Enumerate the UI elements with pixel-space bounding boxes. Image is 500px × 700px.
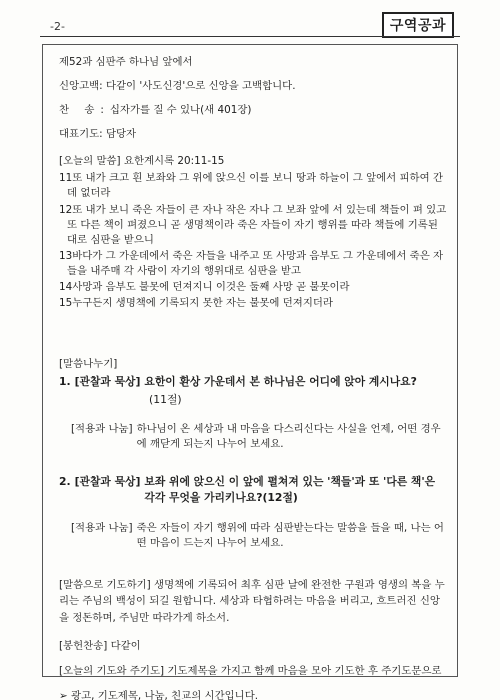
question-2-text: 보좌 위에 앉으신 이 앞에 펼쳐져 있는 '책들'과 또 '다른 책'은 각각 무엇을 가리키나요?(12절) (144, 475, 436, 505)
hymn-text: 십자가를 질 수 있나(새 401장) (109, 104, 252, 117)
page-number: -2- (50, 20, 65, 33)
footer-note (59, 689, 447, 700)
confession-row (59, 79, 447, 94)
header-rule (40, 36, 460, 37)
verse-item: 12또 내가 보니 죽은 자들이 큰 자나 작은 자나 그 보좌 앞에 서 있는데 책들이 펴 있고 또 다른 책이 펴졌으니 곧 생명책이라 죽은 자들이 자기 행위를 따라 책들에 기록된 대로 심판을 받으니 (59, 203, 447, 246)
scripture-label: [오늘의 말씀] (59, 155, 121, 168)
today-prayer-label: [오늘의 기도와 주기도] (59, 664, 165, 677)
section-badge: 구역공과 (382, 12, 454, 38)
offering-text: 다같이 (110, 639, 141, 652)
question-2 (59, 474, 447, 506)
question-1-text: 요한이 환상 가운데서 본 하나님은 어디에 앉아 계시나요? (144, 375, 417, 389)
closing-prayer-label: [말씀으로 기도하기] (59, 578, 151, 591)
scripture-reference: 요한계시록 20:11-15 (123, 155, 225, 168)
question-1-tag: [관찰과 묵상] (74, 375, 141, 389)
closing-prayer (59, 577, 447, 627)
confession-text: 다같이 '사도신경'으로 신앙을 고백합니다. (105, 80, 296, 93)
offering-hymn (59, 639, 447, 654)
question-1 (59, 374, 447, 390)
footer-text: 광고, 기도제목, 나눔, 친교의 시간입니다. (71, 689, 259, 700)
verse-item: 13바다가 그 가운데에서 죽은 자들을 내주고 또 사망과 음부도 그 가운데에서 죽은 자들을 내주매 각 사람이 자기의 행위대로 심판을 받고 (59, 249, 444, 277)
scripture-heading (59, 154, 447, 169)
closing-prayer-text: 생명책에 기록되어 최후 심판 날에 완전한 구원과 영생의 복을 누리는 주님의 백성이 되길 원합니다. 세상과 타협하려는 마음을 버리고, 흐트러진 신앙을 정돈하며, 주님만 따라가게 하소서. (59, 578, 445, 624)
today-prayer (59, 664, 447, 679)
application-1-text: 하나님이 온 세상과 내 마음을 다스리신다는 사실을 언제, 어떤 경우에 깨닫게 되는지 나누어 보세요. (136, 423, 441, 451)
verse-item: 14사망과 음부도 불못에 던져지니 이것은 둘째 사망 곧 불못이라 (59, 280, 350, 293)
application-1-tag: [적용과 나눔] (71, 423, 133, 435)
question-1-number: 1. (59, 375, 71, 389)
question-2-number: 2. (59, 475, 71, 489)
confession-label: 신앙고백: (59, 80, 103, 93)
question-1-ref: (11절) (149, 393, 182, 407)
prayer-row (59, 127, 447, 142)
application-2-text: 죽은 자들이 자기 행위에 따라 심판받는다는 말씀을 들을 때, 나는 어떤 마음이 드는지 나누어 보세요. (136, 521, 444, 549)
lesson-frame (42, 44, 458, 700)
hymn-label: 찬 송: (59, 104, 110, 117)
hymn-row (59, 103, 447, 118)
prayer-text: 담당자 (105, 128, 137, 141)
discussion-label: [말씀나누기] (59, 358, 118, 371)
verse-item: 15누구든지 생명책에 기록되지 못한 자는 불못에 던져지더라 (59, 297, 333, 310)
lesson-title: 제52과 심판주 하나님 앞에서 (59, 56, 193, 68)
scripture-verses (59, 171, 447, 311)
application-2-tag: [적용과 나눔] (71, 521, 133, 534)
application-1 (71, 422, 447, 452)
prayer-label: 대표기도: (59, 128, 103, 141)
application-2 (71, 521, 447, 551)
arrow-icon: ➢ (59, 689, 68, 700)
offering-label: [봉헌찬송] (59, 639, 108, 652)
verse-item: 11또 내가 크고 흰 보좌와 그 위에 앉으신 이를 보니 땅과 하늘이 그 앞에서 피하여 간 데 없더라 (59, 172, 443, 200)
today-prayer-text: 기도제목을 가지고 함께 마음을 모아 기도한 후 주기도문으로 (167, 664, 442, 677)
question-2-tag: [관찰과 묵상] (74, 475, 141, 489)
